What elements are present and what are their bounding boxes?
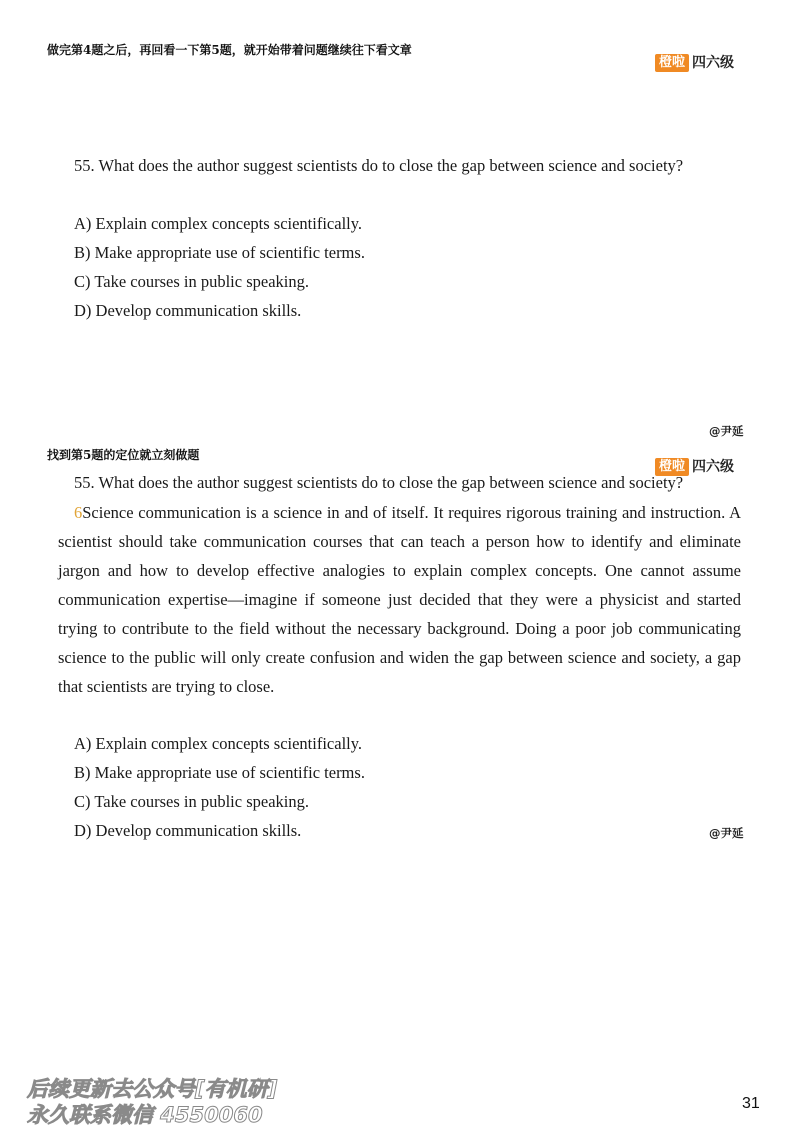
answer-options-repeat: [74, 729, 365, 845]
option-a[interactable]: A) Explain complex concepts scientifically.: [74, 734, 363, 753]
option-c[interactable]: C) Take courses in public speaking.: [74, 272, 309, 291]
watermark: [27, 1076, 277, 1128]
option-d[interactable]: D) Develop communication skills.: [74, 821, 302, 840]
option-a[interactable]: A) Explain complex concepts scientifically.: [74, 214, 363, 233]
brand-text: 四六级: [692, 55, 735, 71]
option-c[interactable]: C) Take courses in public speaking.: [74, 792, 309, 811]
question-55-repeat: 55. What does the author suggest scientists do to close the gap between science and society?: [74, 473, 684, 492]
answer-options: [74, 209, 365, 325]
option-b[interactable]: B) Make appropriate use of scientific terms.: [74, 763, 365, 782]
option-d[interactable]: D) Develop communication skills.: [74, 301, 302, 320]
brand-text: 四六级: [692, 459, 735, 475]
question-55: 55. What does the author suggest scientists do to close the gap between science and society?: [74, 156, 684, 175]
page-number: 31: [742, 1095, 760, 1112]
locate-instruction-note: 找到第5题的定位就立刻做题: [47, 448, 200, 462]
watermark-line-2: 永久联系微信 4550060: [27, 1103, 263, 1127]
brand-badge: 橙啦: [655, 54, 689, 72]
paragraph-number: 6: [74, 503, 83, 522]
author-credit: @尹延: [709, 826, 744, 840]
author-credit: @尹延: [709, 424, 744, 438]
top-instruction-note: 做完第4题之后，再回看一下第5题，就开始带着问题继续往下看文章: [47, 43, 412, 57]
brand-badge: 橙啦: [655, 458, 689, 476]
passage-paragraph: [58, 498, 741, 701]
brand-logo: [655, 54, 734, 72]
watermark-line-1: 后续更新去公众号[有机研]: [27, 1077, 278, 1101]
passage-text: Science communication is a science in and of itself. It requires rigorous training and instruction. A scientist should take communication courses that can teach a person how to identify and eliminate jargon and how to develop effective analogies to explain complex concepts. One cannot assume communication expertise—imagine if someone just decided that they were a physicist and started trying to contribute to the field without the necessary background. Doing a poor job communicating science to the public will only create confusion and widen the gap between science and society, a gap that scientists are trying to close.: [58, 503, 741, 696]
option-b[interactable]: B) Make appropriate use of scientific terms.: [74, 243, 365, 262]
